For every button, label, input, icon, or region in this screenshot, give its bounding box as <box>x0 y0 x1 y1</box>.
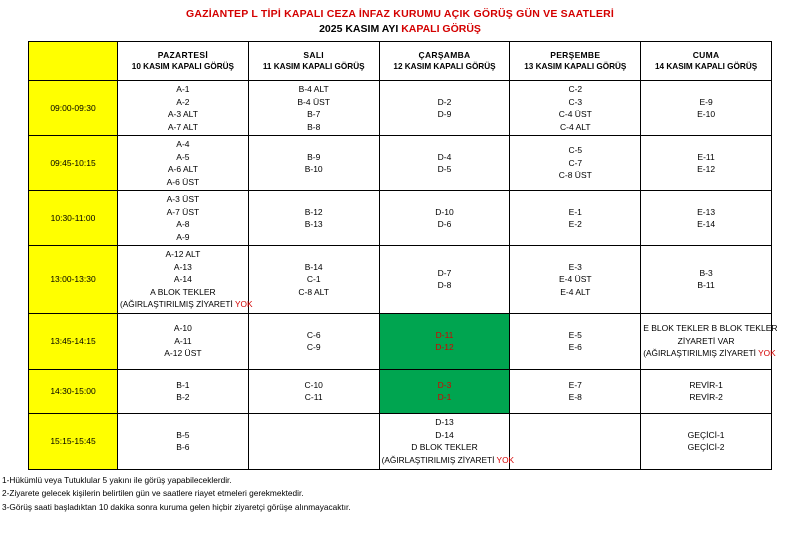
ward-code: B-5 <box>176 429 190 440</box>
ward-code: B-8 <box>307 121 321 132</box>
schedule-cell <box>379 136 510 191</box>
ward-code: B-6 <box>176 442 190 452</box>
column-header-day: ÇARŞAMBA <box>418 50 471 60</box>
schedule-cell <box>641 413 772 469</box>
ward-code: E-11 <box>697 151 715 162</box>
cell-lines <box>251 261 377 299</box>
ward-code: A-3 ALT <box>167 109 198 119</box>
cell-lines <box>381 416 515 466</box>
cell-lines <box>251 206 377 231</box>
cell-lines <box>120 248 253 311</box>
cell-lines <box>643 206 769 231</box>
schedule-cell <box>118 81 249 136</box>
cell-lines <box>251 329 377 354</box>
schedule-cell <box>118 246 253 314</box>
ward-code: A-9 <box>176 231 190 242</box>
schedule-cell <box>379 191 510 246</box>
ward-code: A-13 <box>173 261 192 272</box>
header-institution-title: GAZİANTEP L TİPİ KAPALI CEZA İNFAZ KURUMU AÇIK GÖRÜŞ GÜN VE SAATLERİ <box>186 8 614 20</box>
ward-code: E-12 <box>697 164 716 174</box>
ward-code: D-12 <box>435 342 454 352</box>
ward-code: C-4 ÜST <box>558 109 592 119</box>
ward-code: C-8 ALT <box>298 286 329 297</box>
ward-code: D-3 <box>437 379 452 390</box>
ward-code: C-9 <box>306 342 321 352</box>
ward-code: B-7 <box>307 109 321 119</box>
time-slot-cell: 13:00-13:30 <box>29 246 118 314</box>
footnote-1: 1-Hükümlü veya Tutuklular 5 yakını ile görüş yapabileceklerdir. <box>2 474 232 485</box>
schedule-cell <box>118 313 249 369</box>
ward-code: D-7 <box>437 267 452 278</box>
ward-code: E-4 ALT <box>560 286 591 297</box>
cell-lines <box>120 379 246 404</box>
ward-code: A-6 ALT <box>167 164 198 174</box>
ward-code: A-7 ALT <box>167 121 198 132</box>
ward-code: B-9 <box>307 151 321 162</box>
cell-lines <box>382 151 508 176</box>
ward-code: ZİYARETİ VAR <box>677 335 735 346</box>
schedule-cell <box>641 369 772 413</box>
cell-lines <box>382 96 508 121</box>
document-header <box>0 0 800 35</box>
column-header-day: SALI <box>303 50 324 60</box>
time-slot-cell: 15:15-15:45 <box>29 413 118 469</box>
table-row <box>29 191 772 246</box>
ward-code: A-7 ÜST <box>166 206 200 217</box>
schedule-cell <box>248 413 379 469</box>
ward-code: A-14 <box>173 274 192 284</box>
cell-lines <box>120 193 246 243</box>
ward-code: D-8 <box>437 280 452 291</box>
table-corner-cell <box>29 42 118 81</box>
ward-code: B-14 <box>304 261 323 272</box>
cell-lines <box>643 322 778 360</box>
visit-schedule-table <box>28 41 778 470</box>
cell-lines <box>251 379 377 404</box>
schedule-cell <box>379 413 515 469</box>
cell-lines <box>512 379 638 404</box>
cell-lines <box>382 206 508 231</box>
cell-note <box>120 298 253 311</box>
schedule-cell <box>248 81 379 136</box>
schedule-cell <box>641 313 778 369</box>
ward-code: A-6 ÜST <box>166 176 200 187</box>
ward-code: C-6 <box>306 329 321 340</box>
column-header-tuesday <box>248 42 379 81</box>
ward-code: E-1 <box>568 206 582 217</box>
table-header-row <box>29 42 772 81</box>
ward-code: C-11 <box>304 392 323 402</box>
cell-lines <box>512 206 638 231</box>
ward-code: A-11 <box>174 335 192 346</box>
ward-code: D-11 <box>435 329 454 340</box>
ward-code: C-2 <box>568 84 583 94</box>
cell-lines <box>512 144 638 182</box>
cell-lines <box>120 429 246 454</box>
cell-lines <box>382 379 508 404</box>
schedule-cell <box>510 136 641 191</box>
table-row <box>29 369 772 413</box>
ward-code: B-2 <box>176 392 190 402</box>
header-month: 2025 KASIM AYI <box>319 23 399 35</box>
schedule-cell <box>379 81 510 136</box>
schedule-cell <box>379 246 510 314</box>
cell-lines <box>382 329 508 354</box>
table-body <box>29 81 778 470</box>
schedule-cell <box>510 246 641 314</box>
cell-lines <box>643 267 769 292</box>
schedule-cell <box>510 369 641 413</box>
ward-code: D-2 <box>437 96 452 107</box>
footnotes <box>0 474 800 515</box>
header-visit-type: KAPALI GÖRÜŞ <box>401 23 481 35</box>
column-header-date: 13 KASIM KAPALI GÖRÜŞ <box>524 62 627 71</box>
cell-note-highlight: YOK <box>496 454 515 465</box>
ward-code: B-10 <box>304 164 323 174</box>
ward-code: C-7 <box>568 157 583 168</box>
cell-lines <box>643 379 769 404</box>
ward-code: A-3 ÜST <box>166 194 200 204</box>
ward-code: B-11 <box>697 280 715 291</box>
ward-code: D-1 <box>437 392 452 402</box>
ward-code: E-13 <box>697 206 716 217</box>
schedule-cell <box>510 413 641 469</box>
cell-lines <box>643 151 769 176</box>
cell-note-text: (AĞIRLAŞTIRILMIŞ ZİYARETİ <box>381 454 495 465</box>
ward-code: E-8 <box>568 392 582 402</box>
ward-code: A-2 <box>176 96 190 107</box>
ward-code: E-10 <box>697 109 716 119</box>
time-slot-cell: 13:45-14:15 <box>29 313 118 369</box>
cell-lines <box>251 83 377 133</box>
cell-lines <box>512 329 638 354</box>
cell-lines <box>382 267 508 292</box>
column-header-day: CUMA <box>692 50 720 60</box>
ward-code: E-3 <box>568 261 582 272</box>
table-row <box>29 136 772 191</box>
schedule-cell <box>248 313 379 369</box>
ward-code: D-9 <box>437 109 452 119</box>
schedule-cell <box>641 81 772 136</box>
cell-note <box>381 454 515 467</box>
footnote-2: 2-Ziyarete gelecek kişilerin belirtilen gün ve saatlere riayet etmeleri gerekmektedir. <box>2 488 304 498</box>
table-head <box>29 42 772 81</box>
ward-code: A-4 <box>176 139 190 149</box>
ward-code: C-3 <box>568 96 583 107</box>
cell-lines <box>512 261 638 299</box>
column-header-monday <box>118 42 249 81</box>
ward-code: A-12 ÜST <box>164 348 202 359</box>
cell-lines <box>120 138 246 188</box>
ward-code: D-6 <box>437 219 452 229</box>
ward-code: E-2 <box>568 219 582 229</box>
column-header-date: 12 KASIM KAPALI GÖRÜŞ <box>393 62 496 71</box>
footnote-3: 3-Görüş saati başladıktan 10 dakika sonra kuruma gelen hiçbir ziyaretçi görüşe alınmayacaktır. <box>2 501 351 512</box>
ward-code: E BLOK TEKLER B BLOK TEKLER <box>643 323 778 334</box>
cell-note-highlight: YOK <box>234 299 253 309</box>
ward-code: REVİR-2 <box>689 392 723 402</box>
column-header-thursday <box>510 42 641 81</box>
schedule-cell <box>248 369 379 413</box>
ward-code: B-4 ALT <box>298 84 329 94</box>
column-header-friday <box>641 42 772 81</box>
ward-code: D-4 <box>437 151 452 162</box>
ward-code: D-5 <box>437 164 452 174</box>
cell-note-highlight: YOK <box>758 348 776 359</box>
schedule-cell <box>510 191 641 246</box>
schedule-cell <box>118 191 249 246</box>
ward-code: E-6 <box>568 342 582 352</box>
header-month-title <box>0 23 800 35</box>
ward-code: A-10 <box>173 323 192 334</box>
ward-code: D BLOK TEKLER <box>411 442 478 452</box>
ward-code: REVİR-1 <box>689 379 723 390</box>
ward-code: C-5 <box>568 145 583 156</box>
ward-code: A-12 ALT <box>165 249 201 259</box>
ward-code: E-5 <box>568 329 582 340</box>
ward-code: D-13 <box>435 417 454 427</box>
table-row <box>29 246 772 314</box>
time-slot-cell: 09:00-09:30 <box>29 81 118 136</box>
ward-code: B-3 <box>699 267 713 278</box>
ward-code: E-14 <box>697 219 716 229</box>
ward-code: A-1 <box>176 84 190 94</box>
ward-code: E-9 <box>699 96 713 107</box>
cell-lines <box>120 83 246 133</box>
ward-code: GEÇİCİ-2 <box>687 442 725 452</box>
ward-code: D-10 <box>435 206 454 217</box>
column-header-date: 14 KASIM KAPALI GÖRÜŞ <box>654 62 758 71</box>
ward-code: C-10 <box>304 379 323 390</box>
cell-note-text: (AĞIRLAŞTIRILMIŞ ZİYARETİ <box>120 299 233 309</box>
cell-note <box>643 347 776 360</box>
column-header-day: PAZARTESİ <box>157 50 209 60</box>
schedule-cell <box>641 191 772 246</box>
column-header-date: 11 KASIM KAPALI GÖRÜŞ <box>262 62 365 71</box>
schedule-cell <box>510 313 641 369</box>
column-header-date: 10 KASIM KAPALI GÖRÜŞ <box>131 62 234 71</box>
ward-code: D-14 <box>435 429 454 440</box>
schedule-cell <box>379 313 510 369</box>
ward-code: B-4 ÜST <box>297 96 330 107</box>
ward-code: B-1 <box>176 379 190 390</box>
ward-code: GEÇİCİ-1 <box>687 429 725 440</box>
schedule-cell <box>641 246 772 314</box>
table-row <box>29 313 772 369</box>
table-row <box>29 413 772 469</box>
ward-code: B-13 <box>304 219 323 229</box>
cell-lines <box>643 96 769 121</box>
column-header-day: PERŞEMBE <box>550 50 601 60</box>
schedule-cell <box>248 191 379 246</box>
schedule-cell <box>379 369 510 413</box>
ward-code: B-12 <box>304 206 323 217</box>
time-slot-cell: 09:45-10:15 <box>29 136 118 191</box>
ward-code: A BLOK TEKLER <box>150 286 216 297</box>
ward-code: E-4 ÜST <box>558 274 592 284</box>
schedule-cell <box>248 246 379 314</box>
table-row <box>29 81 772 136</box>
schedule-cell <box>510 81 641 136</box>
ward-code: E-7 <box>568 379 582 390</box>
schedule-cell <box>118 136 249 191</box>
schedule-cell <box>641 136 772 191</box>
ward-code: C-8 ÜST <box>558 170 592 181</box>
time-slot-cell: 10:30-11:00 <box>29 191 118 246</box>
schedule-cell <box>118 369 249 413</box>
schedule-cell <box>118 413 249 469</box>
time-slot-cell: 14:30-15:00 <box>29 369 118 413</box>
schedule-cell <box>248 136 379 191</box>
ward-code: C-4 ALT <box>560 121 591 132</box>
column-header-wednesday <box>379 42 510 81</box>
cell-lines <box>512 83 638 133</box>
ward-code: A-5 <box>176 151 190 162</box>
ward-code: C-1 <box>306 274 321 284</box>
ward-code: A-8 <box>176 219 190 229</box>
cell-lines <box>643 429 769 454</box>
cell-lines <box>251 151 377 176</box>
cell-lines <box>120 322 246 360</box>
cell-note-text: (AĞIRLAŞTIRILMIŞ ZİYARETİ <box>643 348 756 359</box>
